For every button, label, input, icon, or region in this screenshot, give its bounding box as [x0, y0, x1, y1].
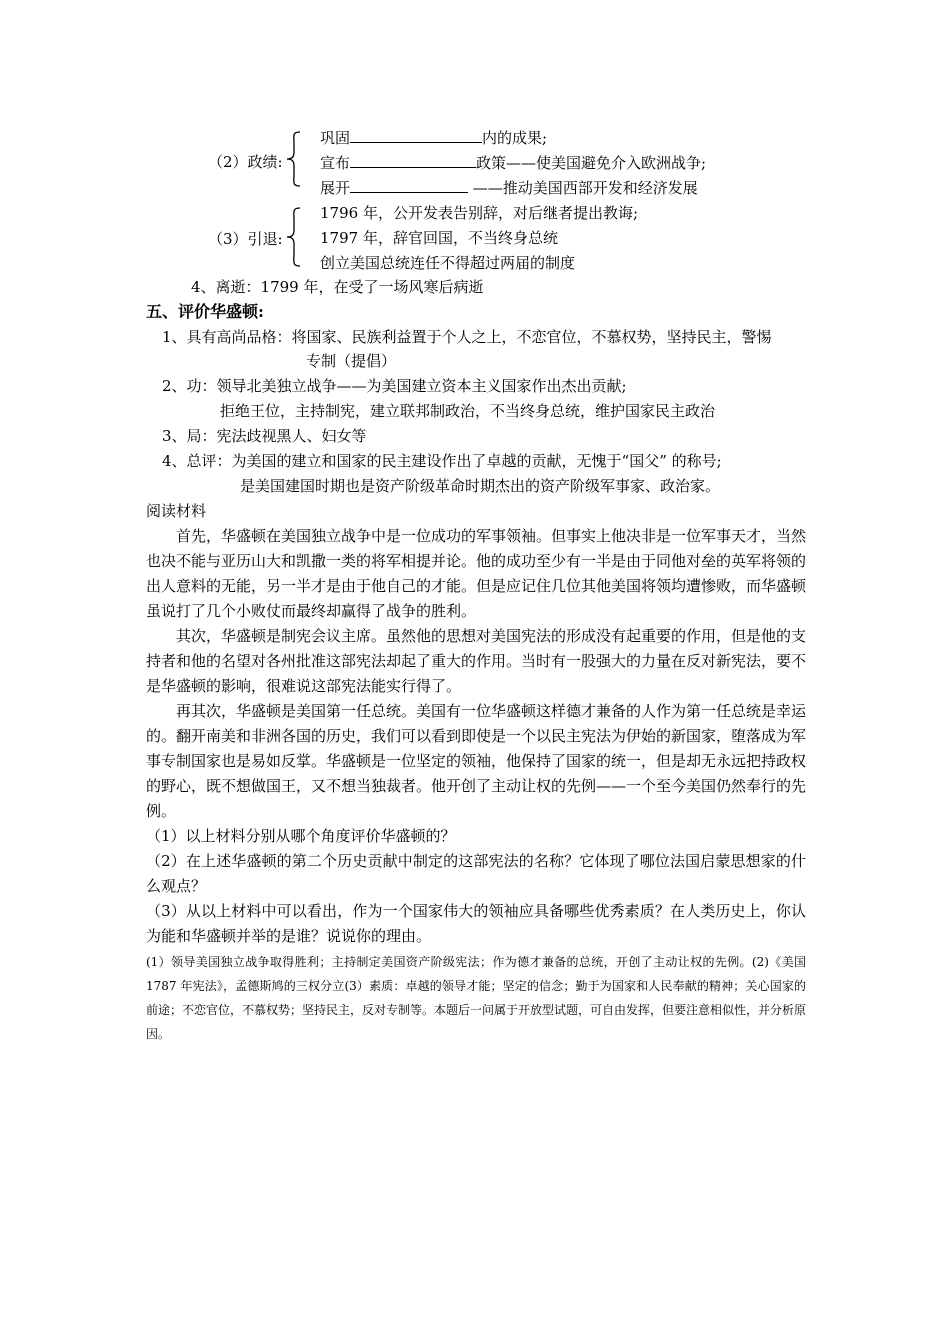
retire-brace — [284, 206, 306, 268]
retire-line-2: 1797 年，辞官回国，不当终身总统 — [320, 229, 558, 247]
reading-paragraph-2: 其次，华盛顿是制宪会议主席。虽然他的思想对美国宪法的形成没有起重要的作用，但是他的支持者和他的名望对各州批准这部宪法却起了重大的作用。当时有一股强大的力量在反对新宪法，要不是华盛顿的影响，很难说这部宪法能实行得了。 — [146, 627, 807, 695]
achievement-line-1: 巩固 内的成果; — [320, 129, 548, 147]
reading-title: 阅读材料 — [146, 502, 207, 520]
fill-blank[interactable] — [350, 128, 482, 143]
reading-paragraph-3: 再其次，华盛顿是美国第一任总统。美国有一位华盛顿这样德才兼备的人作为第一任总统是幸运的。翻开南美和非洲各国的历史，我们可以看到即使是一个以民主宪法为伊始的新国家，堕落成为军事专制国家也是易如反掌。华盛顿是一位坚定的领袖，他保持了国家的统一，但是却无永远把持政权的野心，既不想做国王，又不想当独裁者。他开创了主动让权的先例——一个至今美国仍然奉行的先例。 — [146, 702, 807, 820]
eval-item-4-cont: 是美国建国时期也是资产阶级革命时期杰出的资产阶级军事家、政治家。 — [240, 477, 721, 495]
eval-item-1: 1、具有高尚品格：将国家、民族利益置于个人之上，不恋官位，不慕权势，坚持民主，警惕 — [162, 328, 772, 346]
section-heading: 五、评价华盛顿: — [146, 302, 264, 321]
achievements-brace — [284, 130, 306, 188]
achievement-line-3: 展开 ——推动美国西部开发和经济发展 — [320, 179, 698, 197]
eval-item-2-cont: 拒绝王位，主持制宪，建立联邦制政治，不当终身总统，维护国家民主政治 — [220, 402, 716, 420]
question-2: （2）在上述华盛顿的第二个历史贡献中制定的这部宪法的名称？它体现了哪位法国启蒙思想家的什么观点？ — [146, 852, 806, 895]
eval-item-1-cont: 专制（提倡） — [306, 352, 397, 370]
death-line: 4、离逝：1799 年，在受了一场风寒后病逝 — [191, 278, 484, 296]
fill-blank[interactable] — [350, 178, 468, 193]
reading-paragraph-1: 首先，华盛顿在美国独立战争中是一位成功的军事领袖。但事实上他决非是一位军事天才，当然也决不能与亚历山大和凯撒一类的将军相提并论。他的成功至少有一半是由于同他对垒的英军将领的出人意料的无能，另一半才是由于他自己的才能。但是应记住几位其他美国将领均遭惨败，而华盛顿虽说打了几个小败仗而最终却赢得了战争的胜利。 — [146, 527, 807, 620]
fill-blank[interactable] — [350, 153, 476, 168]
achievement-line-2: 宣布 政策——使美国避免介入欧洲战争; — [320, 154, 707, 172]
question-3: （3）从以上材料中可以看出，作为一个国家伟大的领袖应具备哪些优秀素质？在人类历史上，你认为能和华盛顿并举的是谁？说说你的理由。 — [146, 902, 806, 945]
question-1: （1）以上材料分别从哪个角度评价华盛顿的？ — [146, 827, 456, 845]
eval-item-3: 3、局：宪法歧视黑人、妇女等 — [162, 427, 367, 445]
achievements-label: （2）政绩: — [208, 153, 283, 171]
retire-label: （3）引退: — [208, 230, 283, 248]
eval-item-4: 4、总评：为美国的建立和国家的民主建设作出了卓越的贡献，无愧于“国父” 的称号; — [162, 452, 722, 470]
answer-text: (1）领导美国独立战争取得胜利；主持制定美国资产阶级宪法；作为德才兼备的总统，开创了主动让权的先例。(2)《美国 1787 年宪法》，孟德斯鸠的三权分立(3）素质：卓越的领导才能；坚定的信念；勤于为国家和人民奉献的精神；关心国家的前途；不恋官位，不慕权势；坚持民主，反对专制等。本题后一问属于开放型试题，可自由发挥，但要注意相似性，并分析原因。 — [146, 955, 807, 1041]
eval-item-2: 2、功：领导北美独立战争——为美国建立资本主义国家作出杰出贡献; — [162, 377, 627, 395]
retire-line-1: 1796 年，公开发表告别辞，对后继者提出教诲; — [320, 204, 638, 222]
retire-line-3: 创立美国总统连任不得超过两届的制度 — [320, 254, 576, 272]
